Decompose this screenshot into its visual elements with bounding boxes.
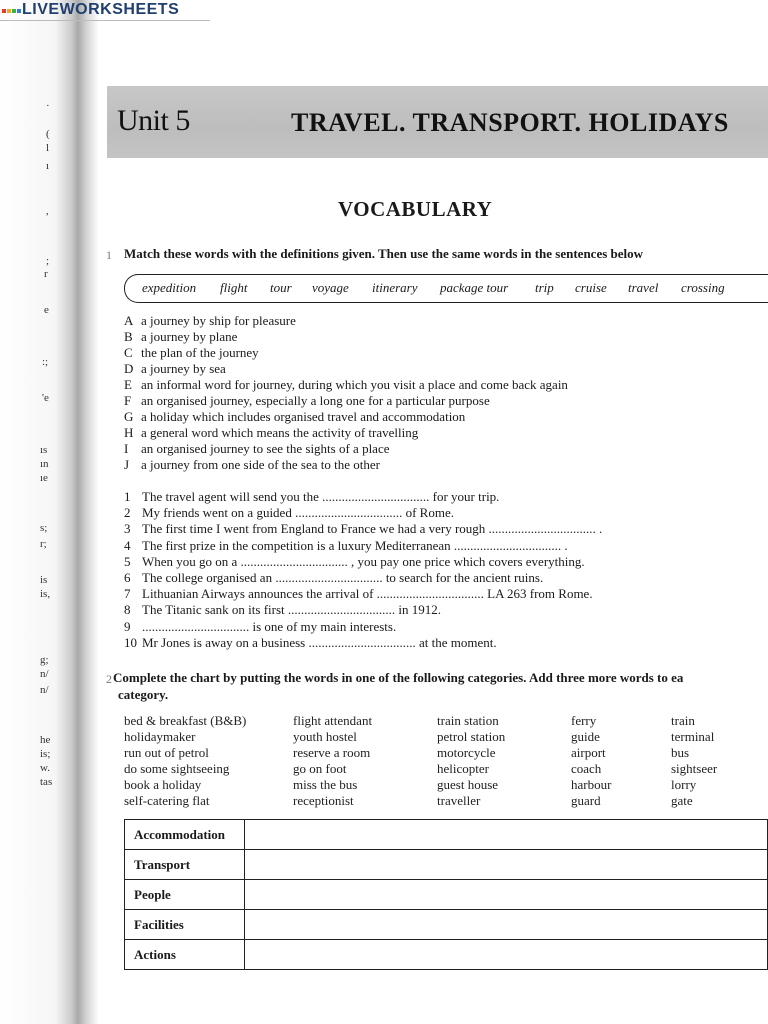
bleed-mark: (: [46, 128, 50, 140]
sentence-text[interactable]: The Titanic sank on its first ................................. in 1912.: [142, 602, 441, 618]
exercise-2-instruction: Complete the chart by putting the words in one of the following categories. Add three more words to ea: [113, 670, 684, 685]
definition-letter: F: [124, 393, 132, 408]
chart-category: Accommodation: [125, 820, 245, 850]
bleed-mark: :;: [42, 356, 49, 368]
sentence-number: 5: [124, 553, 131, 569]
chart-row: [125, 880, 768, 910]
definition-letter: H: [124, 425, 134, 440]
definition-text: an organised journey to see the sights of a place: [141, 441, 390, 456]
chart-row: [125, 940, 768, 970]
sentence-number: 8: [124, 602, 131, 618]
exercise-2-number: 2: [106, 672, 112, 686]
sentence-number: 7: [124, 586, 131, 602]
definition-letter: C: [124, 345, 133, 360]
vocab-word: voyage: [312, 280, 349, 295]
sentence-text[interactable]: Lithuanian Airways announces the arrival of ................................. LA 263 from Rome.: [142, 586, 593, 602]
bleed-mark: is;: [40, 748, 51, 760]
definition-letter: I: [124, 441, 129, 456]
definition-text: a journey from one side of the sea to the other: [141, 457, 380, 472]
exercise-1-number: 1: [106, 248, 112, 262]
bleed-mark: ·: [46, 100, 50, 112]
bleed-mark: e: [44, 304, 49, 316]
vocab-word: tour: [270, 280, 292, 295]
chart-word: receptionist: [293, 793, 354, 808]
sentence-number: 3: [124, 521, 131, 537]
chart-word: harbour: [571, 777, 612, 792]
bleed-mark: ın: [40, 458, 49, 470]
exercise-1-instruction: Match these words with the definitions given. Then use the same words in the sentences below: [124, 246, 644, 261]
sentence-number: 6: [124, 570, 131, 585]
definition-letter: G: [124, 409, 134, 424]
bleed-mark: ,: [46, 205, 49, 217]
sentence-number: 9: [124, 618, 131, 634]
definition-text: a journey by sea: [141, 361, 226, 376]
sentence-number: 10: [124, 634, 137, 650]
bleed-mark: n/: [40, 684, 49, 696]
chart-answer-cell[interactable]: [245, 820, 768, 850]
definition-text: a journey by plane: [141, 329, 238, 344]
exercise-2-instruction-cont: category.: [118, 687, 169, 702]
chart-category: Facilities: [125, 910, 245, 940]
chart-category: People: [125, 880, 245, 910]
chart-word: helicopter: [437, 761, 489, 776]
bleed-mark: 'e: [42, 392, 49, 404]
sentence-text[interactable]: The travel agent will send you the ................................. for your trip.: [142, 489, 500, 504]
bleed-mark: is,: [40, 588, 51, 600]
unit-label: Unit 5: [117, 104, 190, 137]
chart-word: self-catering flat: [124, 793, 210, 808]
sentence-text[interactable]: The first prize in the competition is a luxury Mediterranean ................................. .: [142, 537, 568, 553]
chart-word: lorry: [671, 777, 697, 792]
chart-word: train station: [437, 713, 499, 728]
sentence-text[interactable]: Mr Jones is away on a business ................................. at the moment.: [142, 634, 497, 650]
definition-letter: A: [124, 313, 134, 328]
bleed-mark: n/: [40, 668, 49, 680]
chart-word: bus: [671, 745, 690, 760]
logo-underline: [0, 20, 210, 21]
sentence-text[interactable]: ................................. is one of my main interests.: [142, 618, 397, 634]
chart-word: guard: [571, 793, 601, 808]
definition-text: an organised journey, especially a long one for a particular purpose: [141, 393, 490, 408]
sentence-text[interactable]: The college organised an ................................. to search for the ancient ruins.: [142, 570, 544, 585]
definition-letter: E: [124, 377, 132, 392]
chart-row: [125, 820, 768, 850]
bleed-mark: s;: [40, 522, 48, 534]
chart-word: ferry: [571, 713, 597, 728]
sentence-text[interactable]: My friends went on a guided ................................. of Rome.: [142, 505, 454, 521]
liveworksheets-logo: [2, 1, 179, 19]
bleed-mark: ıs: [40, 444, 48, 456]
bleed-mark: ;: [46, 255, 50, 267]
category-chart: [124, 819, 768, 970]
vocab-word: crossing: [681, 280, 725, 295]
vocab-word: trip: [535, 280, 554, 295]
vocab-word: itinerary: [372, 280, 418, 295]
bleed-mark: r: [44, 268, 48, 280]
chart-word: coach: [571, 761, 602, 776]
chart-answer-cell[interactable]: [245, 910, 768, 940]
chart-word: traveller: [437, 793, 481, 808]
sentence-number: 4: [124, 537, 131, 553]
definition-letter: B: [124, 329, 133, 344]
chart-word: flight attendant: [293, 713, 373, 728]
logo-text: LIVEWORKSHEETS: [22, 1, 180, 18]
bleed-mark: ı: [46, 160, 50, 172]
bleed-mark: r;: [40, 538, 47, 550]
chart-row: [125, 910, 768, 940]
chart-word: reserve a room: [293, 745, 371, 760]
chart-word: airport: [571, 745, 606, 760]
chart-category: Transport: [125, 850, 245, 880]
bleed-mark: l: [46, 142, 50, 154]
chart-answer-cell[interactable]: [245, 880, 768, 910]
chart-word: bed & breakfast (B&B): [124, 713, 247, 728]
chart-answer-cell[interactable]: [245, 850, 768, 880]
chart-row: [125, 850, 768, 880]
chart-word: petrol station: [437, 729, 506, 744]
bleed-mark: is: [40, 574, 48, 586]
vocab-word: expedition: [142, 280, 197, 295]
definition-text: a general word which means the activity of travelling: [141, 425, 419, 440]
chart-word: go on foot: [293, 761, 347, 776]
chart-word: run out of petrol: [124, 745, 209, 760]
vocab-word: flight: [220, 280, 248, 295]
chart-answer-cell[interactable]: [245, 940, 768, 970]
definition-letter: J: [124, 457, 130, 472]
vocab-word: travel: [628, 280, 659, 295]
bleed-mark: g;: [40, 654, 49, 666]
sentence-text[interactable]: The first time I went from England to France we had a very rough ................................. .: [142, 521, 603, 537]
chart-word: youth hostel: [293, 729, 357, 744]
chart-category: Actions: [125, 940, 245, 970]
chart-word: holidaymaker: [124, 729, 196, 744]
sentence-text[interactable]: When you go on a ................................. , you pay one price which covers everything.: [142, 553, 585, 569]
definition-letter: D: [124, 361, 134, 376]
chart-word: miss the bus: [293, 777, 358, 792]
chart-word: gate: [671, 793, 693, 808]
definition-text: the plan of the journey: [141, 345, 259, 360]
definition-text: a journey by ship for pleasure: [141, 313, 296, 328]
chart-word: book a holiday: [124, 777, 202, 792]
definition-text: a holiday which includes organised travel and accommodation: [141, 409, 466, 424]
chart-word: terminal: [671, 729, 715, 744]
vocab-word: cruise: [575, 280, 607, 295]
bleed-mark: he: [40, 734, 51, 746]
bleed-mark: tas: [40, 776, 53, 788]
unit-title: TRAVEL. TRANSPORT. HOLIDAYS: [291, 108, 729, 137]
bleed-mark: ıe: [40, 472, 48, 484]
section-heading: VOCABULARY: [338, 197, 493, 221]
definition-text: an informal word for journey, during which you visit a place and come back again: [141, 377, 568, 392]
chart-word: motorcycle: [437, 745, 496, 760]
chart-word: guide: [571, 729, 600, 744]
chart-word: sightseer: [671, 761, 718, 776]
sentence-number: 1: [124, 489, 131, 504]
chart-word: guest house: [437, 777, 499, 792]
chart-word: do some sightseeing: [124, 761, 230, 776]
vocab-word: package tour: [440, 280, 509, 295]
sentence-number: 2: [124, 505, 131, 521]
chart-word: train: [671, 713, 695, 728]
bleed-mark: w.: [40, 762, 50, 774]
